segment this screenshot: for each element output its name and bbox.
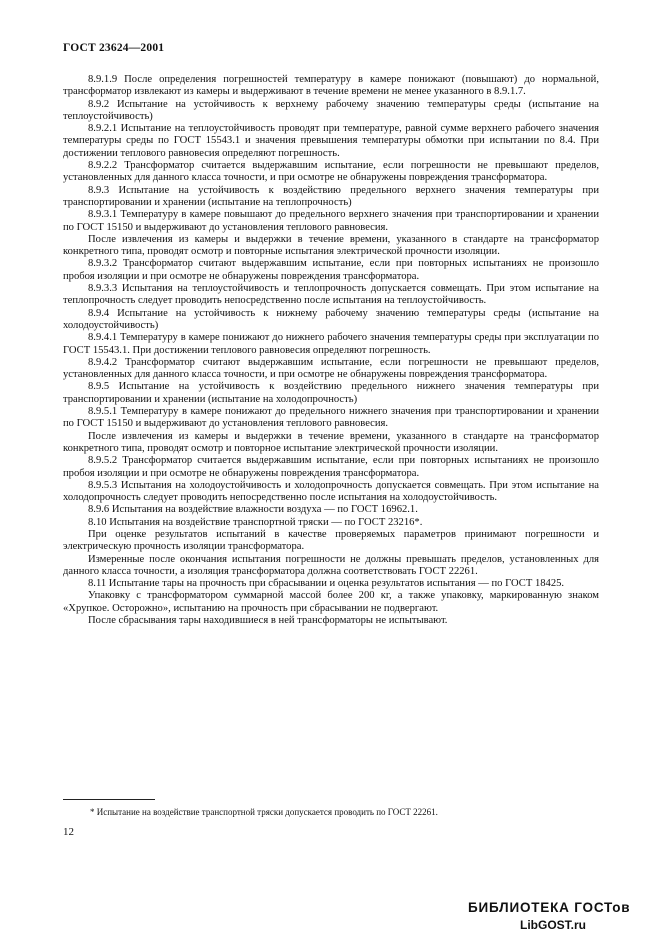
- document-header: ГОСТ 23624—2001: [63, 42, 165, 54]
- paragraph: 8.9.4.1 Температуру в камере понижают до нижнего рабочего значения температуры среды при эксплуатации по ГОСТ 15543.1. При достижении теплового равновесия определяют погрешность.: [63, 332, 599, 356]
- document-body: [63, 74, 599, 627]
- paragraph: Измеренные после окончания испытания погрешности не должны превышать пределов, установленных для данного класса точности, а изоляция трансформатора должна соответствовать ГОСТ 22261.: [63, 553, 599, 577]
- page-number: 12: [63, 826, 74, 838]
- paragraph: 8.9.5 Испытание на устойчивость к воздействию предельного нижнего значения температуры при транспортировании и хранении (испытание на холодопрочность): [63, 381, 599, 405]
- footnote-divider: [63, 799, 155, 800]
- paragraph: 8.9.5.3 Испытания на холодоустойчивость и холодопрочность допускается совмещать. При этом испытание на холодопрочность следует проводить непосредственно после испытания на холодоустойчивость.: [63, 479, 599, 504]
- paragraph: Упаковку с трансформатором суммарной массой более 200 кг, а также упаковку, маркированную знаком «Хрупкое. Осторожно», испытанию на прочность при сбрасывании не подвергают.: [63, 590, 599, 614]
- paragraph: 8.9.4.2 Трансформатор считают выдержавшим испытание, если погрешности не превышают пределов, установленных для данного класса точности, и при осмотре не обнаружены повреждения трансформатора.: [63, 356, 599, 381]
- paragraph: 8.9.3.3 Испытания на теплоустойчивость и теплопрочность допускается совмещать. При этом испытание на теплопрочность следует проводить непосредственно после испытания на теплоустойчивость.: [63, 283, 599, 307]
- paragraph: 8.10 Испытания на воздействие транспортной тряски — по ГОСТ 23216*.: [88, 516, 423, 528]
- footnote: * Испытание на воздействие транспортной тряски допускается проводить по ГОСТ 22261.: [90, 807, 438, 817]
- paragraph: 8.9.5.2 Трансформатор считается выдержавшим испытание, если при повторных испытаниях не произошло пробоя изоляции и при осмотре не обнаружены повреждения трансформатора.: [63, 455, 599, 479]
- paragraph: 8.9.1.9 После определения погрешностей температуру в камере понижают (повышают) до нормальной, трансформатор извлекают из камеры и выдерживают в течение времени не менее указанного в 8.9.1.7.: [63, 74, 599, 98]
- paragraph: После извлечения из камеры и выдержки в течение времени, указанного в стандарте на трансформатор конкретного типа, проводят осмотр и повторные испытания электрической прочности изоляции.: [63, 233, 599, 258]
- paragraph: 8.11 Испытание тары на прочность при сбрасывании и оценка результатов испытания — по ГОСТ 18425.: [88, 578, 565, 590]
- paragraph: 8.9.5.1 Температуру в камере понижают до предельного нижнего значения при транспортировании и хранении по ГОСТ 15150 и выдерживают до установления теплового равновесия.: [63, 406, 599, 430]
- paragraph: 8.9.2.2 Трансформатор считается выдержавшим испытание, если погрешности не превышают пределов, установленных для данного класса точности, и при осмотре не обнаружены повреждения трансформатора.: [63, 160, 599, 184]
- paragraph: 8.9.3.1 Температуру в камере повышают до предельного верхнего значения при транспортировании и хранении по ГОСТ 15150 и выдерживают до установления теплового равновесия.: [63, 209, 599, 233]
- paragraph: 8.9.2 Испытание на устойчивость к верхнему рабочему значению температуры среды (испытание на теплоустойчивость): [63, 98, 599, 122]
- paragraph: После сбрасывания тары находившиеся в ней трансформаторы не испытывают.: [88, 615, 448, 627]
- paragraph: 8.9.6 Испытания на воздействие влажности воздуха — по ГОСТ 16962.1.: [88, 504, 418, 516]
- paragraph: 8.9.3.2 Трансформатор считают выдержавшим испытание, если при повторных испытаниях не произошло пробоя изоляции и при осмотре не обнаружены повреждения трансформатора.: [63, 258, 599, 282]
- paragraph: 8.9.4 Испытание на устойчивость к нижнему рабочему значению температуры среды (испытание на холодоустойчивость): [63, 307, 599, 331]
- paragraph: 8.9.3 Испытание на устойчивость к воздействию предельного верхнего значения температуры при транспортировании и хранении (испытание на теплопрочность): [63, 184, 599, 208]
- paragraph: После извлечения из камеры и выдержки в течение времени, указанного в стандарте на трансформатор конкретного типа, проводят осмотр и повторное испытание электрической прочности изоляции.: [63, 430, 599, 454]
- watermark-title: БИБЛИОТЕКА ГОСТов: [468, 900, 631, 915]
- watermark-site: LibGOST.ru: [520, 918, 586, 932]
- paragraph: При оценке результатов испытаний в качестве проверяемых параметров принимают погрешности и электрическую прочность изоляции трансформатора.: [63, 528, 599, 553]
- paragraph: 8.9.2.1 Испытание на теплоустойчивость проводят при температуре, равной сумме верхнего рабочего значения температуры среды по ГОСТ 15543.1 и значения превышения температуры обмотки при испытании по 8.4. При достижении теплового равновесия определяют погрешность.: [63, 123, 599, 159]
